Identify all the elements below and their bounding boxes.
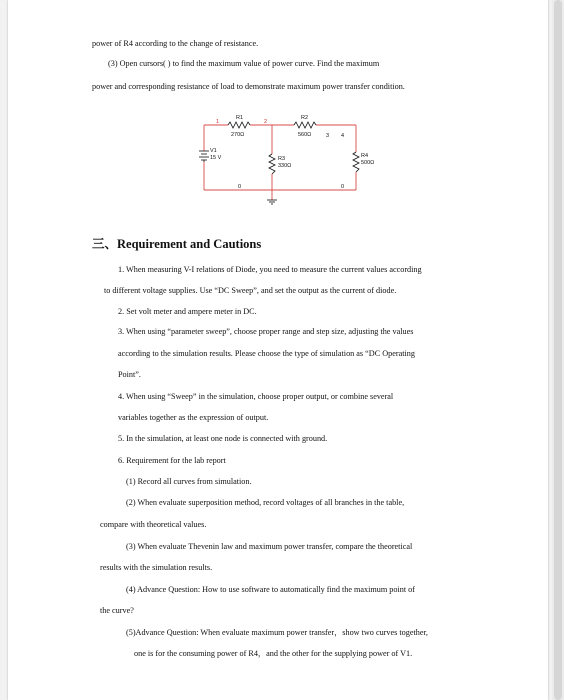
v1-label: V1: [210, 148, 217, 154]
list-item: 1. When measuring V-I relations of Diode, you need to measure the current values according: [118, 265, 422, 274]
list-item: one is for the consuming power of R4，and the other for the supplying power of V1.: [134, 649, 413, 658]
list-item: 5. In the simulation, at least one node is connected with ground.: [118, 434, 328, 443]
intro-line-2: (3) Open cursors( ) to find the maximum value of power curve. Find the maximum: [108, 59, 380, 68]
list-item: (5)Advance Question: When evaluate maximum power transfer，show two curves together,: [126, 628, 428, 637]
r3-label: R3: [278, 156, 286, 162]
r4-label: R4: [361, 153, 369, 159]
node-0-label-right: 0: [341, 184, 345, 190]
list-item: Point”.: [118, 370, 141, 379]
list-item: variables together as the expression of output.: [118, 413, 269, 422]
vertical-scrollbar[interactable]: [552, 0, 564, 700]
r4-value: 500Ω: [361, 160, 375, 166]
r2-resistor-symbol: [294, 122, 316, 128]
list-item: results with the simulation results.: [100, 563, 213, 572]
section-heading: 三、Requirement and Cautions: [92, 237, 262, 251]
r2-value: 560Ω: [298, 132, 312, 138]
v1-value: 15 V: [210, 155, 222, 161]
node-2-label: 2: [264, 119, 268, 125]
r3-value: 330Ω: [278, 163, 292, 169]
r1-label: R1: [236, 115, 244, 121]
r1-resistor-symbol: [228, 122, 250, 128]
list-item: the curve?: [100, 606, 134, 615]
scrollbar-thumb[interactable]: [554, 0, 562, 700]
intro-line-1: power of R4 according to the change of resistance.: [92, 39, 259, 48]
list-item: (3) When evaluate Thevenin law and maximum power transfer, compare the theoretical: [126, 542, 413, 551]
r4-resistor-symbol: [353, 152, 359, 172]
list-item: 2. Set volt meter and ampere meter in DC.: [118, 307, 257, 316]
node-1-label: 1: [216, 119, 220, 125]
circuit-schematic: [198, 114, 378, 210]
document-page: [8, 0, 548, 700]
list-item: (2) When evaluate superposition method, record voltages of all branches in the table,: [126, 498, 405, 507]
node-0-label-left: 0: [238, 184, 242, 190]
r2-label: R2: [301, 115, 309, 121]
list-item: (1) Record all curves from simulation.: [126, 477, 252, 486]
list-item: 6. Requirement for the lab report: [118, 456, 226, 465]
list-item: 4. When using “Sweep” in the simulation, choose proper output, or combine several: [118, 392, 394, 401]
list-item: (4) Advance Question: How to use software to automatically find the maximum point of: [126, 585, 416, 594]
intro-line-3: power and corresponding resistance of load to demonstrate maximum power transfer condition.: [92, 82, 405, 91]
r1-value: 270Ω: [231, 132, 245, 138]
r3-resistor-symbol: [269, 154, 275, 174]
node-3-label: 3: [326, 133, 330, 139]
list-item: 3. When using “parameter sweep”, choose proper range and step size, adjusting the values: [118, 327, 414, 336]
list-item: to different voltage supplies. Use “DC Sweep”, and set the output as the current of diode.: [104, 286, 397, 295]
list-item: compare with theoretical values.: [100, 520, 207, 529]
node-4-label: 4: [341, 133, 345, 139]
list-item: according to the simulation results. Please choose the type of simulation as “DC Operating: [118, 349, 415, 358]
